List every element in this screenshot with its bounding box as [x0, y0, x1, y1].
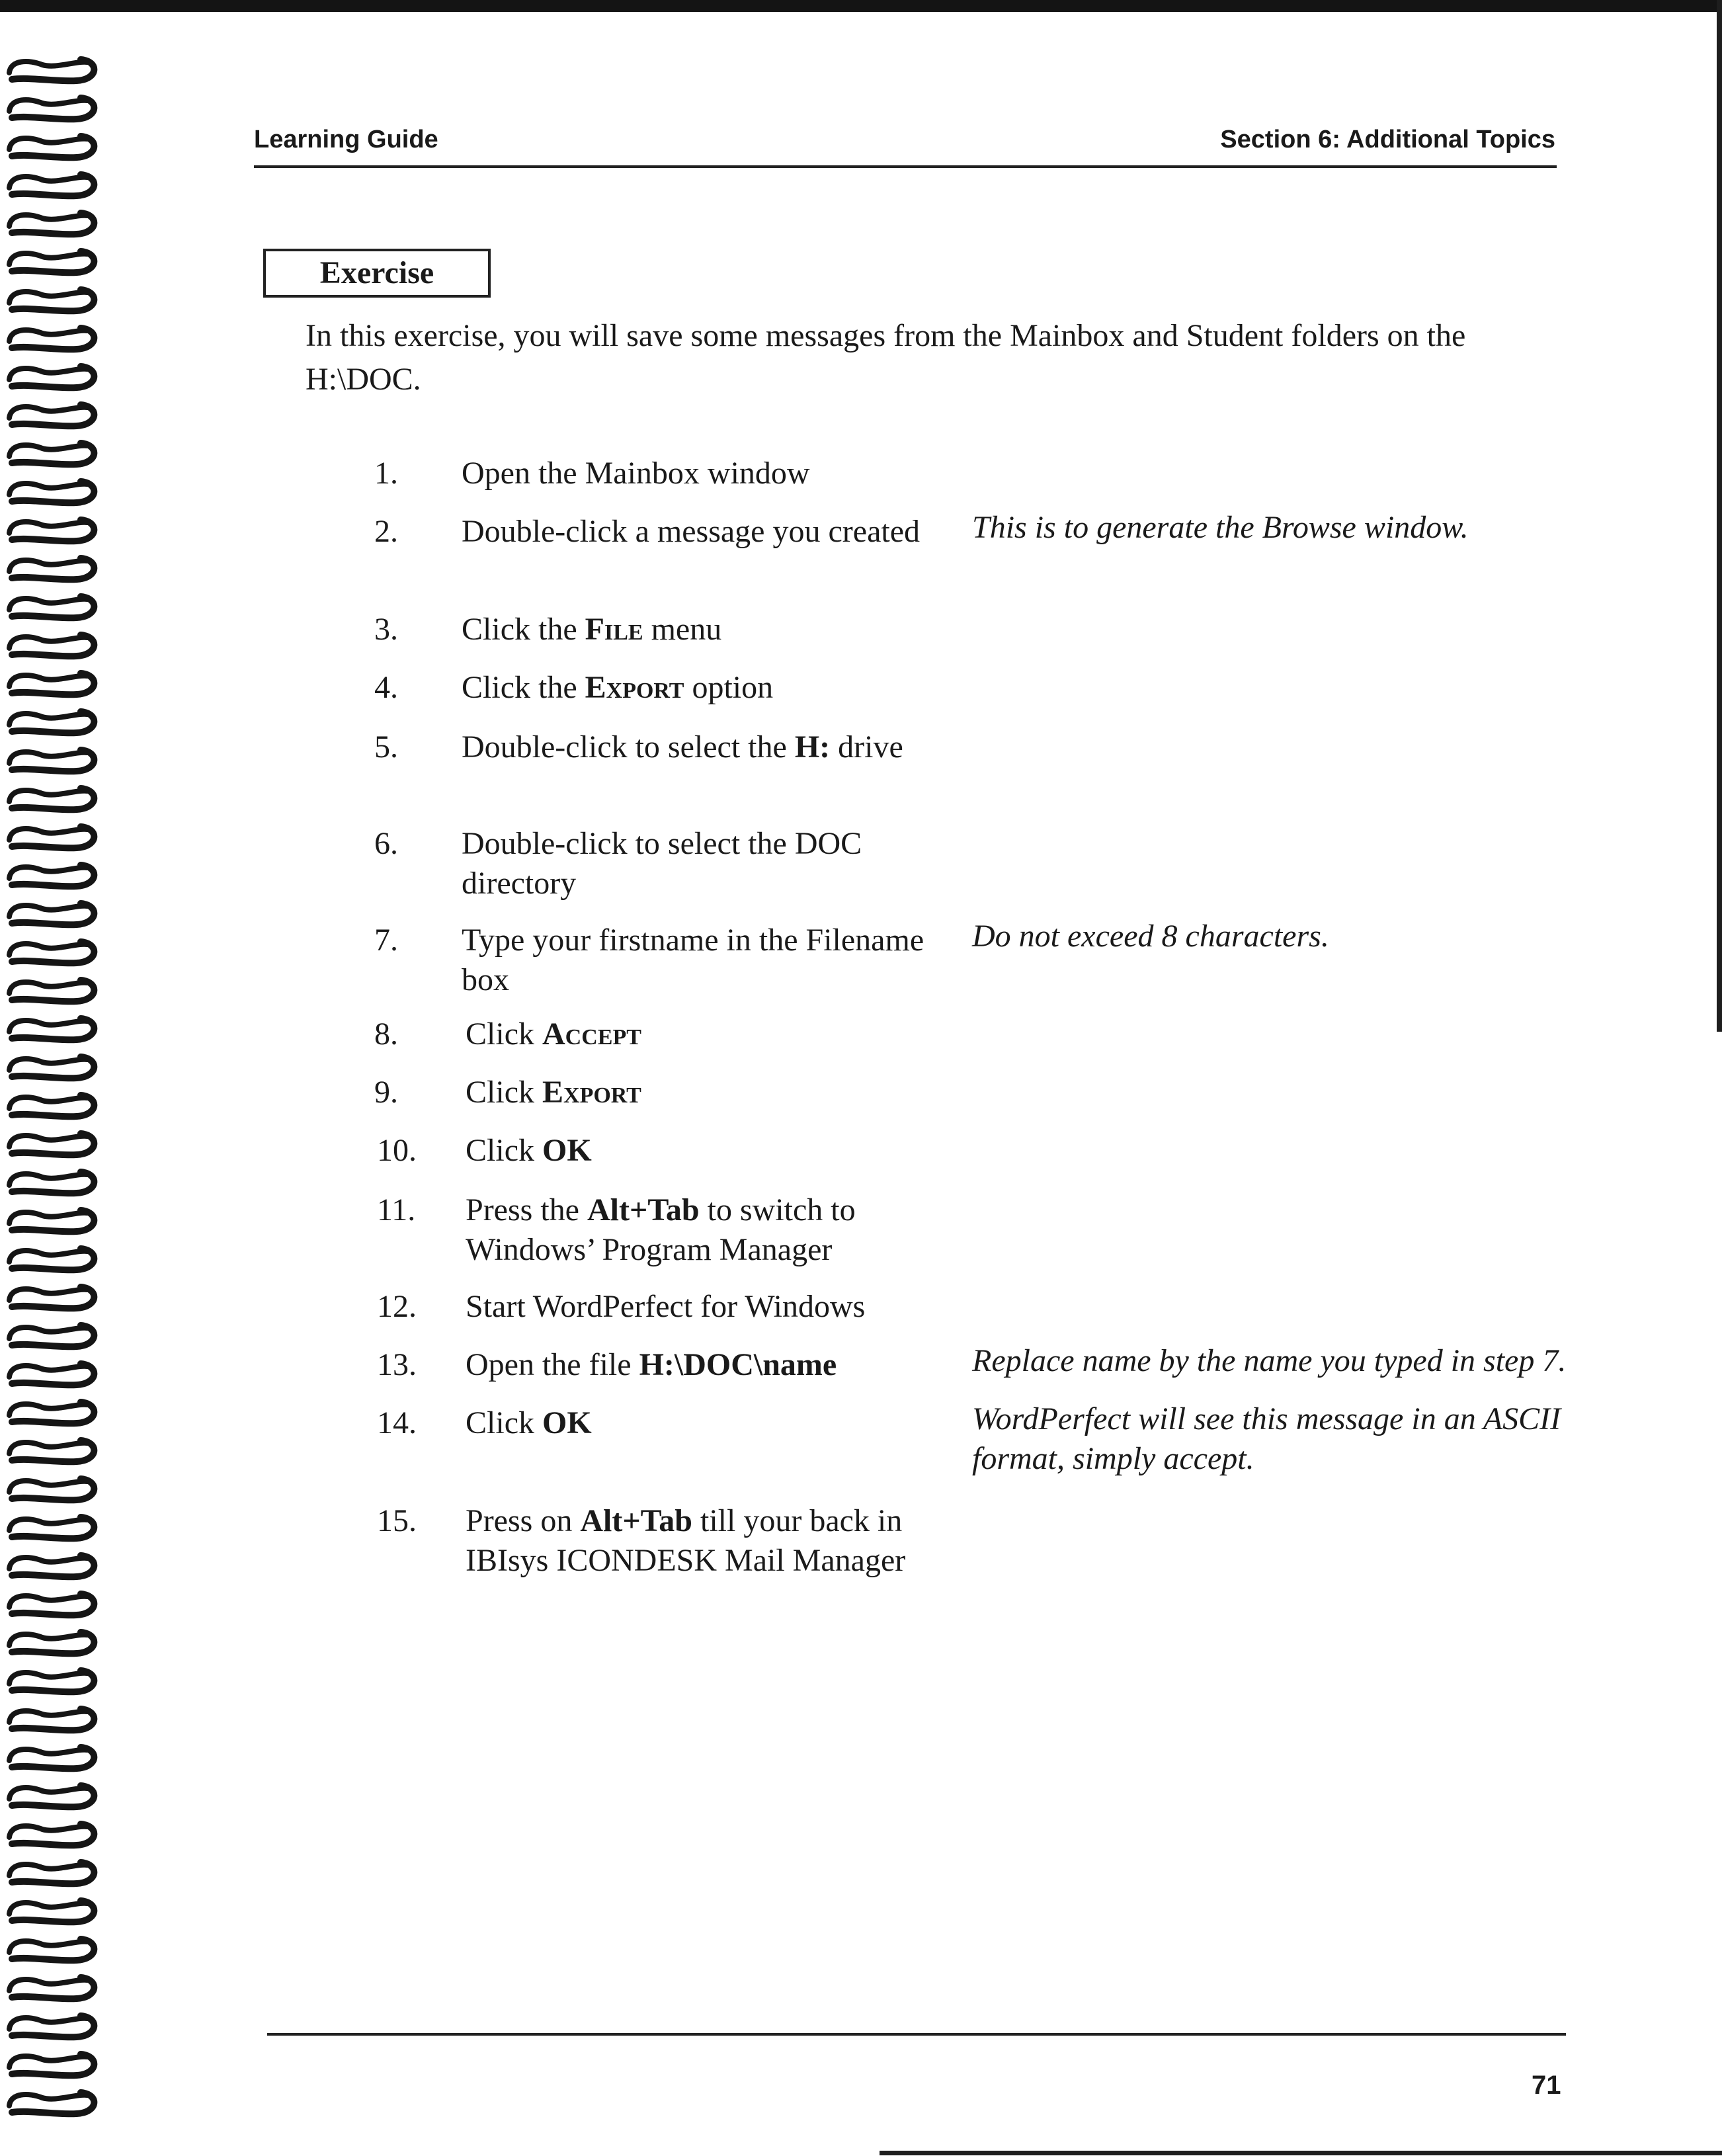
spiral-coil [3, 436, 102, 470]
spiral-coil [3, 743, 102, 776]
spiral-coil [3, 513, 102, 546]
step-number: 1. [374, 456, 398, 491]
spiral-coil [3, 1012, 102, 1045]
spiral-coil [3, 858, 102, 891]
spiral-coil [3, 1242, 102, 1275]
spiral-coil [3, 1165, 102, 1198]
page-number: 71 [1532, 2071, 1561, 2100]
step-text-segment: Press on [466, 1503, 581, 1538]
spiral-coil [3, 283, 102, 316]
step-text [466, 1345, 942, 1385]
step-number: 11. [377, 1192, 416, 1227]
spiral-binding [3, 53, 102, 2156]
step-text [462, 727, 938, 767]
spiral-coil [3, 91, 102, 124]
header-rule [254, 165, 1557, 168]
scan-top-edge [0, 0, 1722, 12]
step-text-segment: Double-click a message you created [462, 514, 921, 549]
step-number: 4. [374, 670, 398, 705]
spiral-coil [3, 1127, 102, 1160]
step-text-segment: Click the [462, 670, 585, 705]
spiral-coil [3, 245, 102, 278]
step-text-segment: Double-click to select the DOC directory [462, 826, 862, 901]
spiral-coil [3, 1050, 102, 1083]
step-text-segment: Start WordPerfect for Windows [466, 1289, 866, 1324]
header-section-title: Section 6: Additional Topics [1220, 126, 1555, 153]
spiral-coil [3, 130, 102, 163]
spiral-coil [3, 1280, 102, 1313]
step-note: Replace name by the name you typed in step 7. [972, 1343, 1567, 1378]
step-text-segment: drive [830, 729, 903, 765]
step-text [462, 668, 938, 708]
spiral-coil [3, 53, 102, 86]
step-text [466, 1287, 942, 1327]
step-note: Do not exceed 8 characters. [972, 919, 1329, 954]
spiral-coil [3, 1587, 102, 1620]
spiral-coil [3, 897, 102, 930]
exercise-heading: Exercise [263, 249, 491, 298]
spiral-coil [3, 974, 102, 1007]
step-emphasis: Alt+Tab [587, 1192, 700, 1227]
spiral-coil [3, 1089, 102, 1122]
step-text-segment: Click [466, 1016, 542, 1052]
spiral-coil [3, 782, 102, 815]
step-number: 12. [377, 1289, 417, 1324]
spiral-coil [3, 1741, 102, 1774]
step-text-segment: Type your firstname in the Filename box [462, 923, 924, 997]
spiral-coil [3, 935, 102, 968]
spiral-coil [3, 1779, 102, 1812]
spiral-coil [3, 2009, 102, 2042]
step-text-segment: option [684, 670, 774, 705]
step-text [462, 610, 938, 649]
step-text [466, 1073, 942, 1112]
spiral-coil [3, 398, 102, 431]
scan-bottom-edge [880, 2151, 1722, 2155]
step-text [466, 1403, 942, 1443]
step-text-segment: till your back in IBIsys ICONDESK Mail Manager [466, 1503, 906, 1578]
step-text-segment: Open the file [466, 1347, 639, 1382]
footer-rule [267, 2033, 1566, 2036]
step-number: 6. [374, 826, 398, 861]
step-note: WordPerfect will see this message in an ASCII format, simply accept. [972, 1401, 1561, 1476]
step-text [466, 1015, 942, 1054]
step-number: 15. [377, 1503, 417, 1538]
step-number: 13. [377, 1347, 417, 1382]
spiral-coil [3, 1856, 102, 1889]
step-emphasis: Alt+Tab [580, 1503, 692, 1538]
spiral-coil [3, 1894, 102, 1927]
spiral-coil [3, 1204, 102, 1237]
header-guide-title: Learning Guide [254, 126, 438, 153]
spiral-coil [3, 1702, 102, 1735]
step-command: Accept [542, 1016, 641, 1052]
spiral-coil [3, 1549, 102, 1582]
spiral-coil [3, 1664, 102, 1697]
spiral-coil [3, 820, 102, 853]
step-text [462, 512, 938, 552]
spiral-coil [3, 552, 102, 585]
spiral-coil [3, 705, 102, 738]
step-number: 10. [377, 1133, 417, 1168]
spiral-coil [3, 1932, 102, 1966]
step-emphasis: H: [794, 729, 831, 765]
step-command: File [585, 612, 643, 647]
step-command: Export [542, 1075, 641, 1110]
step-text-segment: Open the Mainbox window [462, 456, 810, 491]
step-text-segment: Click [466, 1075, 542, 1110]
spiral-coil [3, 2048, 102, 2081]
step-number: 7. [374, 923, 398, 958]
step-text [462, 454, 938, 493]
step-note: This is to generate the Browse window. [972, 510, 1469, 545]
spiral-coil [3, 2086, 102, 2119]
step-emphasis: H:\DOC\name [639, 1347, 837, 1382]
step-text-segment: Double-click to select the [462, 729, 795, 765]
step-text-segment: Click [466, 1133, 542, 1168]
spiral-coil [3, 1319, 102, 1352]
spiral-coil [3, 360, 102, 393]
step-text-segment: Click the [462, 612, 585, 647]
step-command: Export [585, 670, 684, 705]
spiral-coil [3, 475, 102, 508]
step-text [462, 824, 938, 903]
step-text [462, 921, 938, 1000]
step-text [466, 1190, 942, 1270]
step-number: 9. [374, 1075, 398, 1110]
spiral-coil [3, 1817, 102, 1850]
spiral-coil [3, 168, 102, 201]
step-number: 14. [377, 1405, 417, 1440]
step-text-segment: Click [466, 1405, 542, 1440]
step-text-segment: menu [643, 612, 722, 647]
spiral-coil [3, 1971, 102, 2004]
exercise-intro: In this exercise, you will save some messages from the Mainbox and Student folders on the H:\DOC. [306, 318, 1466, 397]
step-number: 2. [374, 514, 398, 549]
step-emphasis: OK [542, 1133, 592, 1168]
spiral-coil [3, 1511, 102, 1544]
spiral-coil [3, 1626, 102, 1659]
spiral-coil [3, 1357, 102, 1390]
spiral-coil [3, 1472, 102, 1505]
step-number: 5. [374, 729, 398, 765]
spiral-coil [3, 590, 102, 623]
spiral-coil [3, 1434, 102, 1467]
step-number: 8. [374, 1016, 398, 1052]
spiral-coil [3, 628, 102, 661]
step-emphasis: OK [542, 1405, 592, 1440]
spiral-coil [3, 321, 102, 354]
step-text [466, 1131, 942, 1171]
step-text [466, 1501, 942, 1581]
step-text-segment: Press the [466, 1192, 587, 1227]
spiral-coil [3, 667, 102, 700]
scan-right-edge [1717, 0, 1722, 1032]
step-text-segment: to switch to Windows’ Program Manager [466, 1192, 856, 1267]
spiral-coil [3, 1395, 102, 1429]
spiral-coil [3, 206, 102, 239]
step-number: 3. [374, 612, 398, 647]
